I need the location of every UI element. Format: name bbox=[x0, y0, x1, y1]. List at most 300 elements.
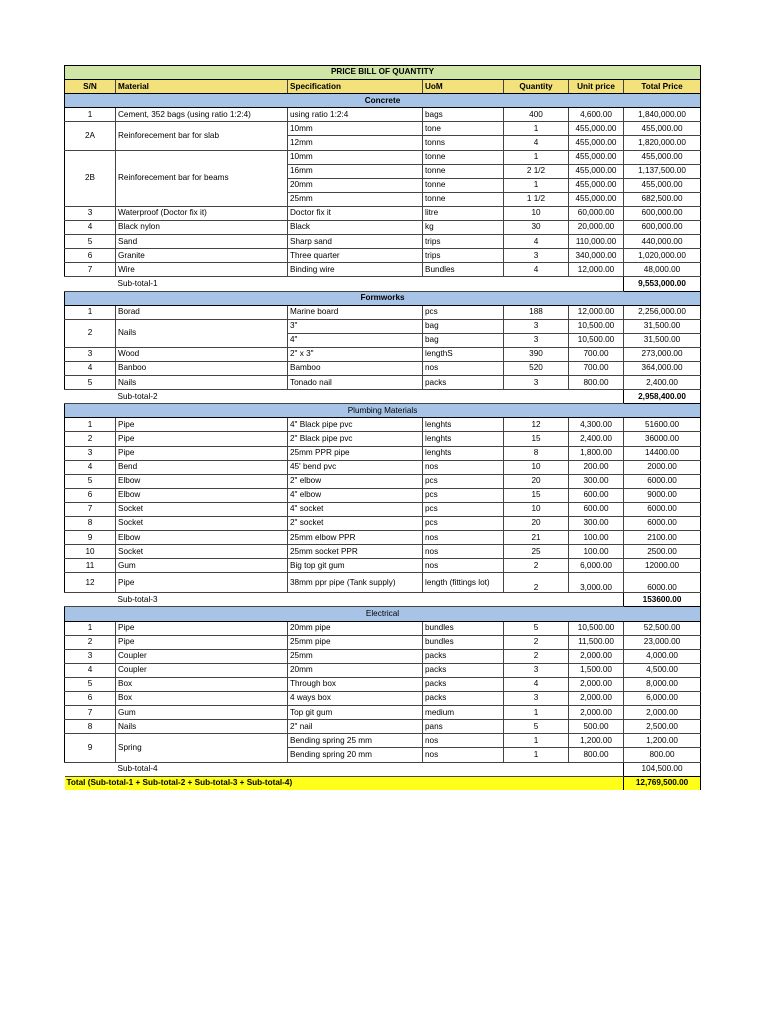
uom-cell: lenghts bbox=[423, 432, 504, 446]
specification-cell: Bending spring 25 mm bbox=[288, 734, 423, 748]
header-uom: UoM bbox=[423, 80, 504, 94]
material-cell: Gum bbox=[116, 559, 288, 573]
quantity-cell: 188 bbox=[504, 305, 569, 319]
uom-cell: tonne bbox=[423, 192, 504, 206]
uom-cell: lenghts bbox=[423, 418, 504, 432]
quantity-cell: 4 bbox=[504, 263, 569, 277]
table-row bbox=[65, 488, 701, 502]
unit-price-cell: 600.00 bbox=[569, 502, 624, 516]
header-specification: Specification bbox=[288, 80, 423, 94]
sn-cell: 11 bbox=[65, 559, 116, 573]
sn-cell: 5 bbox=[65, 474, 116, 488]
unit-price-cell: 100.00 bbox=[569, 531, 624, 545]
uom-cell: packs bbox=[423, 677, 504, 691]
sn-cell: 12 bbox=[65, 573, 116, 593]
specification-cell: 25mm pipe bbox=[288, 635, 423, 649]
uom-cell: nos bbox=[423, 361, 504, 375]
material-cell: Black nylon bbox=[116, 221, 288, 235]
table-row bbox=[65, 122, 701, 136]
quantity-cell: 15 bbox=[504, 432, 569, 446]
unit-price-cell: 2,000.00 bbox=[569, 692, 624, 706]
quantity-cell: 15 bbox=[504, 488, 569, 502]
uom-cell: tonne bbox=[423, 178, 504, 192]
unit-price-cell: 10,500.00 bbox=[569, 319, 624, 333]
subtotal-value: 9,553,000.00 bbox=[624, 277, 701, 291]
table-row bbox=[65, 460, 701, 474]
table-row bbox=[65, 635, 701, 649]
material-cell: Banboo bbox=[116, 361, 288, 375]
material-cell: Pipe bbox=[116, 432, 288, 446]
grand-total-value: 12,769,500.00 bbox=[624, 776, 701, 790]
uom-cell: length (fittings lot) bbox=[423, 573, 504, 593]
header-sn: S/N bbox=[65, 80, 116, 94]
uom-cell: tone bbox=[423, 122, 504, 136]
uom-cell: packs bbox=[423, 376, 504, 390]
quantity-cell: 1 bbox=[504, 748, 569, 762]
table-row bbox=[65, 206, 701, 220]
total-price-cell: 36000.00 bbox=[624, 432, 701, 446]
quantity-cell: 4 bbox=[504, 136, 569, 150]
material-cell: Pipe bbox=[116, 446, 288, 460]
subtotal-row bbox=[65, 390, 701, 404]
specification-cell: Marine board bbox=[288, 305, 423, 319]
table-row bbox=[65, 621, 701, 635]
specification-cell: 25mm socket PPR bbox=[288, 545, 423, 559]
unit-price-cell: 100.00 bbox=[569, 545, 624, 559]
subtotal-label: Sub-total-4 bbox=[116, 762, 624, 776]
sn-cell: 3 bbox=[65, 206, 116, 220]
header-quantity: Quantity bbox=[504, 80, 569, 94]
table-row bbox=[65, 559, 701, 573]
specification-cell: 25mm bbox=[288, 649, 423, 663]
specification-cell: 2" elbow bbox=[288, 474, 423, 488]
quantity-cell: 3 bbox=[504, 249, 569, 263]
specification-cell: Binding wire bbox=[288, 263, 423, 277]
uom-cell: packs bbox=[423, 663, 504, 677]
specification-cell: Tonado nail bbox=[288, 376, 423, 390]
unit-price-cell: 300.00 bbox=[569, 474, 624, 488]
specification-cell: 2" socket bbox=[288, 517, 423, 531]
uom-cell: pcs bbox=[423, 305, 504, 319]
quantity-cell: 10 bbox=[504, 460, 569, 474]
specification-cell: 16mm bbox=[288, 164, 423, 178]
quantity-cell: 3 bbox=[504, 333, 569, 347]
total-price-cell: 12000.00 bbox=[624, 559, 701, 573]
total-price-cell: 455,000.00 bbox=[624, 150, 701, 164]
specification-cell: Bamboo bbox=[288, 361, 423, 375]
section-header-row bbox=[65, 607, 701, 621]
table-row bbox=[65, 517, 701, 531]
sn-cell: 7 bbox=[65, 263, 116, 277]
table-row bbox=[65, 706, 701, 720]
uom-cell: litre bbox=[423, 206, 504, 220]
total-price-cell: 6000.00 bbox=[624, 502, 701, 516]
material-cell: Pipe bbox=[116, 418, 288, 432]
unit-price-cell: 455,000.00 bbox=[569, 178, 624, 192]
total-price-cell: 600,000.00 bbox=[624, 221, 701, 235]
uom-cell: pcs bbox=[423, 517, 504, 531]
section-title: Electrical bbox=[65, 607, 701, 621]
quantity-cell: 520 bbox=[504, 361, 569, 375]
material-cell: Gum bbox=[116, 706, 288, 720]
total-price-cell: 51600.00 bbox=[624, 418, 701, 432]
subtotal-row bbox=[65, 593, 701, 607]
subtotal-spacer bbox=[65, 593, 116, 607]
uom-cell: pcs bbox=[423, 474, 504, 488]
material-cell: Coupler bbox=[116, 663, 288, 677]
sn-cell: 5 bbox=[65, 376, 116, 390]
unit-price-cell: 12,000.00 bbox=[569, 305, 624, 319]
sn-cell: 5 bbox=[65, 235, 116, 249]
quantity-cell: 5 bbox=[504, 621, 569, 635]
material-cell: Socket bbox=[116, 502, 288, 516]
material-cell: Reinforecement bar for slab bbox=[116, 122, 288, 150]
total-price-cell: 2,000.00 bbox=[624, 706, 701, 720]
subtotal-row bbox=[65, 277, 701, 291]
unit-price-cell: 340,000.00 bbox=[569, 249, 624, 263]
sn-cell: 3 bbox=[65, 347, 116, 361]
header-total-price: Total Price bbox=[624, 80, 701, 94]
subtotal-value: 2,958,400.00 bbox=[624, 390, 701, 404]
table-row bbox=[65, 649, 701, 663]
table-row bbox=[65, 221, 701, 235]
uom-cell: lenghts bbox=[423, 446, 504, 460]
total-price-cell: 455,000.00 bbox=[624, 122, 701, 136]
uom-cell: bag bbox=[423, 333, 504, 347]
unit-price-cell: 700.00 bbox=[569, 361, 624, 375]
quantity-cell: 30 bbox=[504, 221, 569, 235]
subtotal-spacer bbox=[65, 762, 116, 776]
total-price-cell: 2500.00 bbox=[624, 545, 701, 559]
sn-cell: 5 bbox=[65, 677, 116, 691]
total-price-cell: 9000.00 bbox=[624, 488, 701, 502]
material-cell: Elbow bbox=[116, 474, 288, 488]
table-row bbox=[65, 734, 701, 748]
specification-cell: Bending spring 20 mm bbox=[288, 748, 423, 762]
material-cell: Borad bbox=[116, 305, 288, 319]
subtotal-label: Sub-total-3 bbox=[116, 593, 624, 607]
total-price-cell: 1,020,000.00 bbox=[624, 249, 701, 263]
section-header-row bbox=[65, 94, 701, 108]
specification-cell: 10mm bbox=[288, 122, 423, 136]
quantity-cell: 1 bbox=[504, 150, 569, 164]
specification-cell: 45' bend pvc bbox=[288, 460, 423, 474]
specification-cell: 20mm bbox=[288, 178, 423, 192]
material-cell: Pipe bbox=[116, 621, 288, 635]
unit-price-cell: 200.00 bbox=[569, 460, 624, 474]
table-row bbox=[65, 432, 701, 446]
quantity-cell: 4 bbox=[504, 677, 569, 691]
specification-cell: Sharp sand bbox=[288, 235, 423, 249]
table-row bbox=[65, 692, 701, 706]
unit-price-cell: 300.00 bbox=[569, 517, 624, 531]
section-title: Plumbing Materials bbox=[65, 404, 701, 418]
sn-cell: 2B bbox=[65, 150, 116, 206]
unit-price-cell: 4,300.00 bbox=[569, 418, 624, 432]
sn-cell: 4 bbox=[65, 663, 116, 677]
total-price-cell: 52,500.00 bbox=[624, 621, 701, 635]
quantity-cell: 4 bbox=[504, 235, 569, 249]
uom-cell: pcs bbox=[423, 502, 504, 516]
material-cell: Granite bbox=[116, 249, 288, 263]
specification-cell: Through box bbox=[288, 677, 423, 691]
quantity-cell: 2 bbox=[504, 559, 569, 573]
uom-cell: nos bbox=[423, 734, 504, 748]
uom-cell: pcs bbox=[423, 488, 504, 502]
specification-cell: 25mm PPR pipe bbox=[288, 446, 423, 460]
uom-cell: nos bbox=[423, 460, 504, 474]
table-row bbox=[65, 545, 701, 559]
material-cell: Wood bbox=[116, 347, 288, 361]
quantity-cell: 1 bbox=[504, 178, 569, 192]
table-row bbox=[65, 677, 701, 691]
uom-cell: tonne bbox=[423, 164, 504, 178]
total-price-cell: 6000.00 bbox=[624, 517, 701, 531]
unit-price-cell: 600.00 bbox=[569, 488, 624, 502]
table-row bbox=[65, 108, 701, 122]
quantity-cell: 3 bbox=[504, 376, 569, 390]
grand-total-row bbox=[65, 776, 701, 790]
unit-price-cell: 2,400.00 bbox=[569, 432, 624, 446]
quantity-cell: 1 1/2 bbox=[504, 192, 569, 206]
total-price-cell: 455,000.00 bbox=[624, 178, 701, 192]
subtotal-label: Sub-total-1 bbox=[116, 277, 624, 291]
unit-price-cell: 110,000.00 bbox=[569, 235, 624, 249]
table-row bbox=[65, 573, 701, 593]
specification-cell: 20mm pipe bbox=[288, 621, 423, 635]
sn-cell: 1 bbox=[65, 108, 116, 122]
quantity-cell: 3 bbox=[504, 692, 569, 706]
specification-cell: Black bbox=[288, 221, 423, 235]
uom-cell: Bundles bbox=[423, 263, 504, 277]
total-price-cell: 1,137,500.00 bbox=[624, 164, 701, 178]
uom-cell: tonns bbox=[423, 136, 504, 150]
table-row bbox=[65, 663, 701, 677]
quantity-cell: 20 bbox=[504, 474, 569, 488]
total-price-cell: 1,820,000.00 bbox=[624, 136, 701, 150]
quantity-cell: 25 bbox=[504, 545, 569, 559]
material-cell: Waterproof (Doctor fix it) bbox=[116, 206, 288, 220]
quantity-cell: 2 bbox=[504, 649, 569, 663]
unit-price-cell: 10,500.00 bbox=[569, 333, 624, 347]
specification-cell: 25mm elbow PPR bbox=[288, 531, 423, 545]
sn-cell: 4 bbox=[65, 460, 116, 474]
total-price-cell: 8,000.00 bbox=[624, 677, 701, 691]
specification-cell: 38mm ppr pipe (Tank supply) bbox=[288, 573, 423, 593]
sn-cell: 6 bbox=[65, 692, 116, 706]
table-row bbox=[65, 531, 701, 545]
table-row bbox=[65, 720, 701, 734]
uom-cell: tonne bbox=[423, 150, 504, 164]
material-cell: Socket bbox=[116, 545, 288, 559]
subtotal-row bbox=[65, 762, 701, 776]
unit-price-cell: 455,000.00 bbox=[569, 192, 624, 206]
unit-price-cell: 455,000.00 bbox=[569, 150, 624, 164]
quantity-cell: 8 bbox=[504, 446, 569, 460]
header-material: Material bbox=[116, 80, 288, 94]
table-row bbox=[65, 263, 701, 277]
header-unit-price: Unit price bbox=[569, 80, 624, 94]
total-price-cell: 14400.00 bbox=[624, 446, 701, 460]
sn-cell: 10 bbox=[65, 545, 116, 559]
sheet-title: PRICE BILL OF QUANTITY bbox=[65, 66, 701, 80]
table-row bbox=[65, 418, 701, 432]
specification-cell: 2" Black pipe pvc bbox=[288, 432, 423, 446]
sn-cell: 1 bbox=[65, 305, 116, 319]
quantity-cell: 1 bbox=[504, 706, 569, 720]
specification-cell: 4" elbow bbox=[288, 488, 423, 502]
unit-price-cell: 500.00 bbox=[569, 720, 624, 734]
subtotal-value: 104,500.00 bbox=[624, 762, 701, 776]
sn-cell: 4 bbox=[65, 221, 116, 235]
uom-cell: bags bbox=[423, 108, 504, 122]
total-price-cell: 800.00 bbox=[624, 748, 701, 762]
section-title: Formworks bbox=[65, 291, 701, 305]
uom-cell: nos bbox=[423, 559, 504, 573]
material-cell: Pipe bbox=[116, 635, 288, 649]
unit-price-cell: 800.00 bbox=[569, 376, 624, 390]
material-cell: Elbow bbox=[116, 531, 288, 545]
sn-cell: 2 bbox=[65, 319, 116, 347]
quantity-cell: 3 bbox=[504, 319, 569, 333]
specification-cell: 2" nail bbox=[288, 720, 423, 734]
quantity-cell: 2 1/2 bbox=[504, 164, 569, 178]
total-price-cell: 1,200.00 bbox=[624, 734, 701, 748]
specification-cell: Doctor fix it bbox=[288, 206, 423, 220]
specification-cell: 4" bbox=[288, 333, 423, 347]
unit-price-cell: 1,800.00 bbox=[569, 446, 624, 460]
total-price-cell: 600,000.00 bbox=[624, 206, 701, 220]
quantity-cell: 10 bbox=[504, 502, 569, 516]
specification-cell: 25mm bbox=[288, 192, 423, 206]
section-title: Concrete bbox=[65, 94, 701, 108]
table-row bbox=[65, 305, 701, 319]
uom-cell: packs bbox=[423, 649, 504, 663]
table-row bbox=[65, 361, 701, 375]
uom-cell: kg bbox=[423, 221, 504, 235]
uom-cell: trips bbox=[423, 249, 504, 263]
total-price-cell: 48,000.00 bbox=[624, 263, 701, 277]
quantity-cell: 21 bbox=[504, 531, 569, 545]
material-cell: Nails bbox=[116, 720, 288, 734]
total-price-cell: 682,500.00 bbox=[624, 192, 701, 206]
total-price-cell: 6000.00 bbox=[624, 474, 701, 488]
unit-price-cell: 1,500.00 bbox=[569, 663, 624, 677]
total-price-cell: 364,000.00 bbox=[624, 361, 701, 375]
total-price-cell: 2,256,000.00 bbox=[624, 305, 701, 319]
uom-cell: nos bbox=[423, 545, 504, 559]
total-price-cell: 2000.00 bbox=[624, 460, 701, 474]
total-price-cell: 4,500.00 bbox=[624, 663, 701, 677]
subtotal-value: 153600.00 bbox=[624, 593, 701, 607]
specification-cell: 12mm bbox=[288, 136, 423, 150]
bill-of-quantity-table bbox=[64, 65, 701, 790]
uom-cell: trips bbox=[423, 235, 504, 249]
total-price-cell: 6000.00 bbox=[624, 573, 701, 593]
quantity-cell: 390 bbox=[504, 347, 569, 361]
uom-cell: packs bbox=[423, 692, 504, 706]
unit-price-cell: 20,000.00 bbox=[569, 221, 624, 235]
quantity-cell: 20 bbox=[504, 517, 569, 531]
unit-price-cell: 10,500.00 bbox=[569, 621, 624, 635]
unit-price-cell: 2,000.00 bbox=[569, 706, 624, 720]
total-price-cell: 2,500.00 bbox=[624, 720, 701, 734]
sn-cell: 8 bbox=[65, 720, 116, 734]
table-row bbox=[65, 446, 701, 460]
unit-price-cell: 2,000.00 bbox=[569, 649, 624, 663]
material-cell: Box bbox=[116, 692, 288, 706]
material-cell: Nails bbox=[116, 376, 288, 390]
sn-cell: 4 bbox=[65, 361, 116, 375]
total-price-cell: 31,500.00 bbox=[624, 333, 701, 347]
quantity-cell: 1 bbox=[504, 734, 569, 748]
total-price-cell: 2100.00 bbox=[624, 531, 701, 545]
sn-cell: 6 bbox=[65, 488, 116, 502]
quantity-cell: 2 bbox=[504, 635, 569, 649]
specification-cell: Big top git gum bbox=[288, 559, 423, 573]
specification-cell: using ratio 1:2:4 bbox=[288, 108, 423, 122]
uom-cell: bundles bbox=[423, 635, 504, 649]
sn-cell: 3 bbox=[65, 649, 116, 663]
uom-cell: pans bbox=[423, 720, 504, 734]
quantity-cell: 5 bbox=[504, 720, 569, 734]
sn-cell: 9 bbox=[65, 531, 116, 545]
table-row bbox=[65, 376, 701, 390]
sn-cell: 3 bbox=[65, 446, 116, 460]
unit-price-cell: 800.00 bbox=[569, 748, 624, 762]
sn-cell: 6 bbox=[65, 249, 116, 263]
uom-cell: lengthS bbox=[423, 347, 504, 361]
material-cell: Box bbox=[116, 677, 288, 691]
title-row bbox=[65, 66, 701, 80]
specification-cell: Three quarter bbox=[288, 249, 423, 263]
total-price-cell: 31,500.00 bbox=[624, 319, 701, 333]
material-cell: Pipe bbox=[116, 573, 288, 593]
specification-cell: 4" Black pipe pvc bbox=[288, 418, 423, 432]
material-cell: Wire bbox=[116, 263, 288, 277]
unit-price-cell: 60,000.00 bbox=[569, 206, 624, 220]
unit-price-cell: 3,000.00 bbox=[569, 573, 624, 593]
sn-cell: 2 bbox=[65, 635, 116, 649]
sn-cell: 2 bbox=[65, 432, 116, 446]
material-cell: Spring bbox=[116, 734, 288, 762]
unit-price-cell: 1,200.00 bbox=[569, 734, 624, 748]
subtotal-label: Sub-total-2 bbox=[116, 390, 624, 404]
unit-price-cell: 455,000.00 bbox=[569, 122, 624, 136]
sn-cell: 1 bbox=[65, 621, 116, 635]
specification-cell: 4" socket bbox=[288, 502, 423, 516]
table-row bbox=[65, 502, 701, 516]
specification-cell: 3" bbox=[288, 319, 423, 333]
total-price-cell: 4,000.00 bbox=[624, 649, 701, 663]
material-cell: Nails bbox=[116, 319, 288, 347]
total-price-cell: 2,400.00 bbox=[624, 376, 701, 390]
subtotal-spacer bbox=[65, 390, 116, 404]
quantity-cell: 10 bbox=[504, 206, 569, 220]
quantity-cell: 12 bbox=[504, 418, 569, 432]
sn-cell: 8 bbox=[65, 517, 116, 531]
table-row bbox=[65, 150, 701, 164]
total-price-cell: 273,000.00 bbox=[624, 347, 701, 361]
unit-price-cell: 4,600.00 bbox=[569, 108, 624, 122]
sn-cell: 7 bbox=[65, 706, 116, 720]
table-row bbox=[65, 249, 701, 263]
material-cell: Bend bbox=[116, 460, 288, 474]
uom-cell: bag bbox=[423, 319, 504, 333]
sn-cell: 1 bbox=[65, 418, 116, 432]
uom-cell: nos bbox=[423, 531, 504, 545]
unit-price-cell: 455,000.00 bbox=[569, 136, 624, 150]
